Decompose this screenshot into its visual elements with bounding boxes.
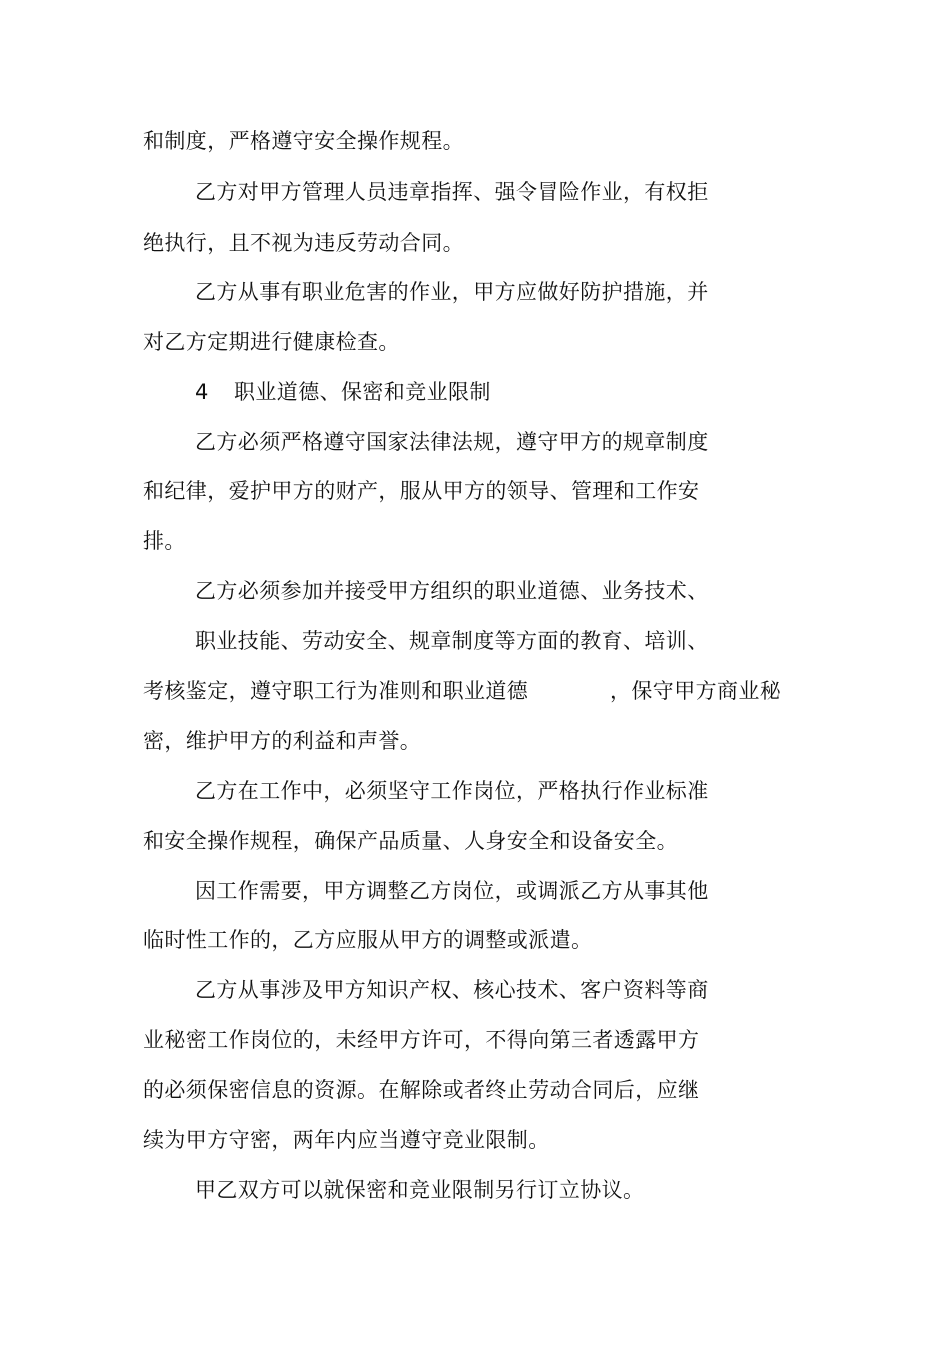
line-text: 临时性工作的，乙方应服从甲方的调整或派遣。 — [143, 928, 593, 952]
line-text: 乙方从事涉及甲方知识产权、核心技术、客户资料等商 — [195, 978, 709, 1002]
section-number: 4 — [195, 380, 209, 404]
text-line — [0, 1023, 950, 1057]
line-text: 乙方从事有职业危害的作业，甲方应做好防护措施，并 — [195, 280, 709, 304]
text-line — [0, 624, 950, 658]
text-line — [0, 973, 950, 1007]
line-text: 因工作需要，甲方调整乙方岗位，或调派乙方从事其他 — [195, 879, 709, 903]
line-text: 密，维护甲方的利益和声誉。 — [143, 729, 422, 753]
line-text: 乙方必须严格遵守国家法律法规，遵守甲方的规章制度 — [195, 430, 709, 454]
text-line — [0, 175, 950, 209]
line-text: 和安全操作规程，确保产品质量、人身安全和设备安全。 — [143, 829, 678, 853]
text-line — [0, 574, 950, 608]
text-line — [0, 474, 950, 508]
text-line — [0, 824, 950, 858]
line-text: 排。 — [143, 529, 186, 553]
text-line — [0, 874, 950, 908]
section-heading — [0, 375, 950, 409]
line-text: 对乙方定期进行健康检查。 — [143, 330, 400, 354]
text-line — [0, 1073, 950, 1107]
line-text: 乙方必须参加并接受甲方组织的职业道德、业务技术、 — [195, 579, 709, 603]
section-title: 职业道德、保密和竞业限制 — [234, 380, 491, 404]
line-text: 乙方在工作中，必须坚守工作岗位，严格执行作业标准 — [195, 779, 709, 803]
line-text: 的必须保密信息的资源。在解除或者终止劳动合同后，应继 — [143, 1078, 700, 1102]
text-line — [0, 774, 950, 808]
text-line — [0, 674, 950, 708]
line-text: 续为甲方守密，两年内应当遵守竞业限制。 — [143, 1128, 550, 1152]
line-text: 和纪律，爱护甲方的财产，服从甲方的领导、管理和工作安 — [143, 479, 700, 503]
text-line — [0, 1173, 950, 1207]
text-line — [0, 124, 950, 158]
text-line — [0, 923, 950, 957]
text-line — [0, 325, 950, 359]
text-line — [0, 724, 950, 758]
line-text: 乙方对甲方管理人员违章指挥、强令冒险作业，有权拒 — [195, 180, 709, 204]
line-text: 甲乙双方可以就保密和竞业限制另行订立协议。 — [195, 1178, 645, 1202]
line-text: 考核鉴定，遵守职工行为准则和职业道德 — [143, 679, 529, 703]
text-line — [0, 1123, 950, 1157]
line-text: 职业技能、劳动安全、规章制度等方面的教育、培训、 — [195, 629, 709, 653]
text-line — [0, 524, 950, 558]
text-line — [0, 226, 950, 260]
text-line — [0, 425, 950, 459]
text-line — [0, 275, 950, 309]
line-text: ，保守甲方商业秘 — [610, 679, 782, 703]
line-text: 绝执行，且不视为违反劳动合同。 — [143, 231, 464, 255]
line-text: 和制度，严格遵守安全操作规程。 — [143, 129, 464, 153]
line-text: 业秘密工作岗位的，未经甲方许可，不得向第三者透露甲方 — [143, 1028, 700, 1052]
